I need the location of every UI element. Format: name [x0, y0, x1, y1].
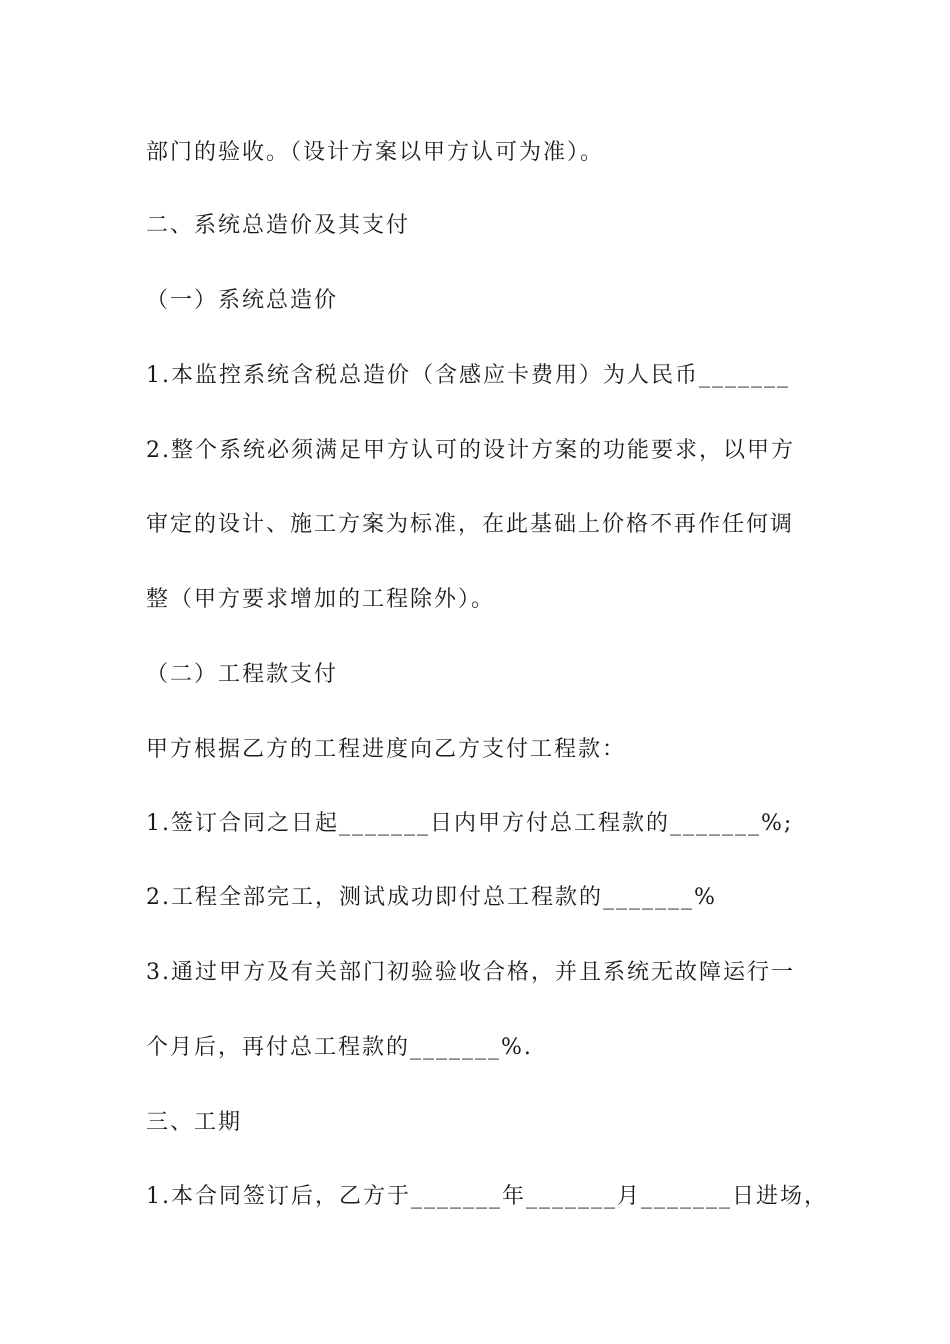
payment-clause-completion: 2.工程全部完工，测试成功即付总工程款的_______%: [146, 885, 717, 910]
schedule-clause-entry-date: 1.本合同签订后，乙方于_______年_______月_______日进场，: [146, 1184, 828, 1209]
clause-design-requirements: 2.整个系统必须满足甲方认可的设计方案的功能要求，以甲方: [146, 438, 795, 463]
payment-clause-signing: 1.签订合同之日起_______日内甲方付总工程款的_______%;: [146, 811, 794, 836]
clause-design-requirements-cont: 审定的设计、施工方案为标准，在此基础上价格不再作任何调: [146, 512, 795, 537]
clause-total-price: 1.本监控系统含税总造价（含感应卡费用）为人民币_______: [146, 363, 790, 388]
clause-design-requirements-end: 整（甲方要求增加的工程除外）。: [146, 587, 496, 612]
subsection-heading-system-cost: （一）系统总造价: [146, 288, 339, 313]
section-heading-total-cost: 二、系统总造价及其支付: [146, 213, 411, 238]
payment-clause-acceptance-cont: 个月后，再付总工程款的_______%.: [146, 1035, 533, 1060]
payment-clause-acceptance: 3.通过甲方及有关部门初验验收合格，并且系统无故障运行一: [146, 960, 795, 985]
section-heading-schedule: 三、工期: [146, 1110, 243, 1135]
payment-intro: 甲方根据乙方的工程进度向乙方支付工程款：: [146, 737, 627, 762]
paragraph-line-acceptance: 部门的验收。（设计方案以甲方认可为准）。: [146, 140, 605, 165]
subsection-heading-payment: （二）工程款支付: [146, 662, 339, 687]
